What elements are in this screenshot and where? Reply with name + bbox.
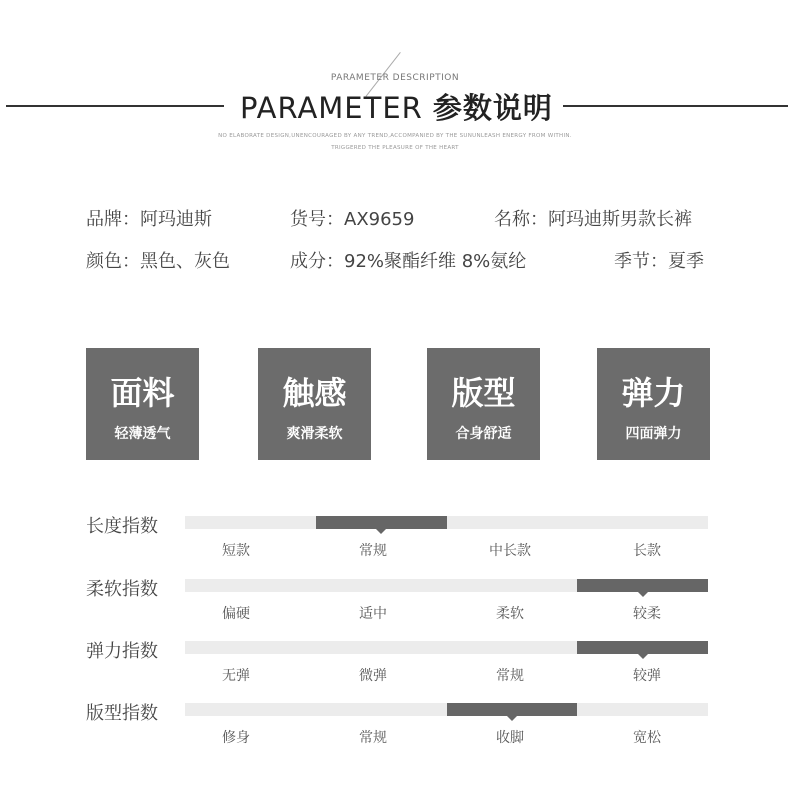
index-option: 微弹	[359, 668, 387, 684]
index-option: 宽松	[633, 730, 661, 746]
param-name: 名称：阿玛迪斯男款长裤	[494, 209, 692, 230]
feature-box-touch	[258, 348, 371, 460]
feature-subtitle: 轻薄透气	[114, 426, 171, 442]
index-track	[185, 579, 708, 592]
header-line-left	[6, 105, 224, 107]
feature-box-elasticity	[597, 348, 710, 460]
feature-subtitle: 四面弹力	[625, 426, 682, 442]
index-option: 较弹	[633, 668, 661, 684]
feature-subtitle: 合身舒适	[455, 426, 512, 442]
index-label: 长度指数	[86, 516, 158, 537]
feature-box-fabric	[86, 348, 199, 460]
param-brand: 品牌：阿玛迪斯	[86, 209, 212, 230]
index-option: 中长款	[489, 543, 531, 559]
index-option: 长款	[633, 543, 661, 559]
feature-subtitle: 爽滑柔软	[286, 426, 343, 442]
header-title-cn: 参数说明	[432, 91, 553, 125]
index-option: 适中	[359, 606, 387, 622]
param-color: 颜色：黑色、灰色	[86, 251, 230, 272]
index-option: 无弹	[222, 668, 250, 684]
param-material: 成分：92%聚酯纤维 8%氨纶	[290, 251, 527, 272]
header-line-right	[563, 105, 788, 107]
header-subtitle-1: NO ELABORATE DESIGN,UNENCOURAGED BY ANY TREND,ACCOMPANIED BY THE SUNUNLEASH ENERGY FROM WITHIN.	[218, 133, 572, 139]
feature-box-fit	[427, 348, 540, 460]
index-option: 偏硬	[222, 606, 250, 622]
index-option: 常规	[359, 730, 387, 746]
feature-title: 版型	[451, 374, 516, 412]
index-track	[185, 641, 708, 654]
index-track	[185, 516, 708, 529]
index-indicator	[577, 641, 708, 654]
param-season: 季节：夏季	[614, 251, 704, 272]
feature-title: 面料	[110, 374, 175, 412]
index-option: 修身	[222, 730, 250, 746]
feature-title: 触感	[282, 374, 347, 412]
index-option: 收脚	[496, 730, 524, 746]
index-option: 短款	[222, 543, 250, 559]
feature-title: 弹力	[621, 374, 686, 412]
index-track	[185, 703, 708, 716]
index-option: 常规	[359, 543, 387, 559]
index-indicator	[447, 703, 578, 716]
index-indicator	[316, 516, 447, 529]
index-label: 弹力指数	[86, 641, 158, 662]
param-sku: 货号：AX9659	[290, 209, 415, 230]
index-option: 柔软	[496, 606, 524, 622]
header-title-en: PARAMETER	[240, 91, 423, 125]
index-option: 常规	[496, 668, 524, 684]
header-title	[240, 86, 553, 127]
index-label: 版型指数	[86, 703, 158, 724]
header-subtitle-2: TRIGGERED THE PLEASURE OF THE HEART	[331, 145, 459, 151]
index-indicator	[577, 579, 708, 592]
index-label: 柔软指数	[86, 579, 158, 600]
header-small-title: PARAMETER DESCRIPTION	[330, 73, 460, 83]
index-option: 较柔	[633, 606, 661, 622]
